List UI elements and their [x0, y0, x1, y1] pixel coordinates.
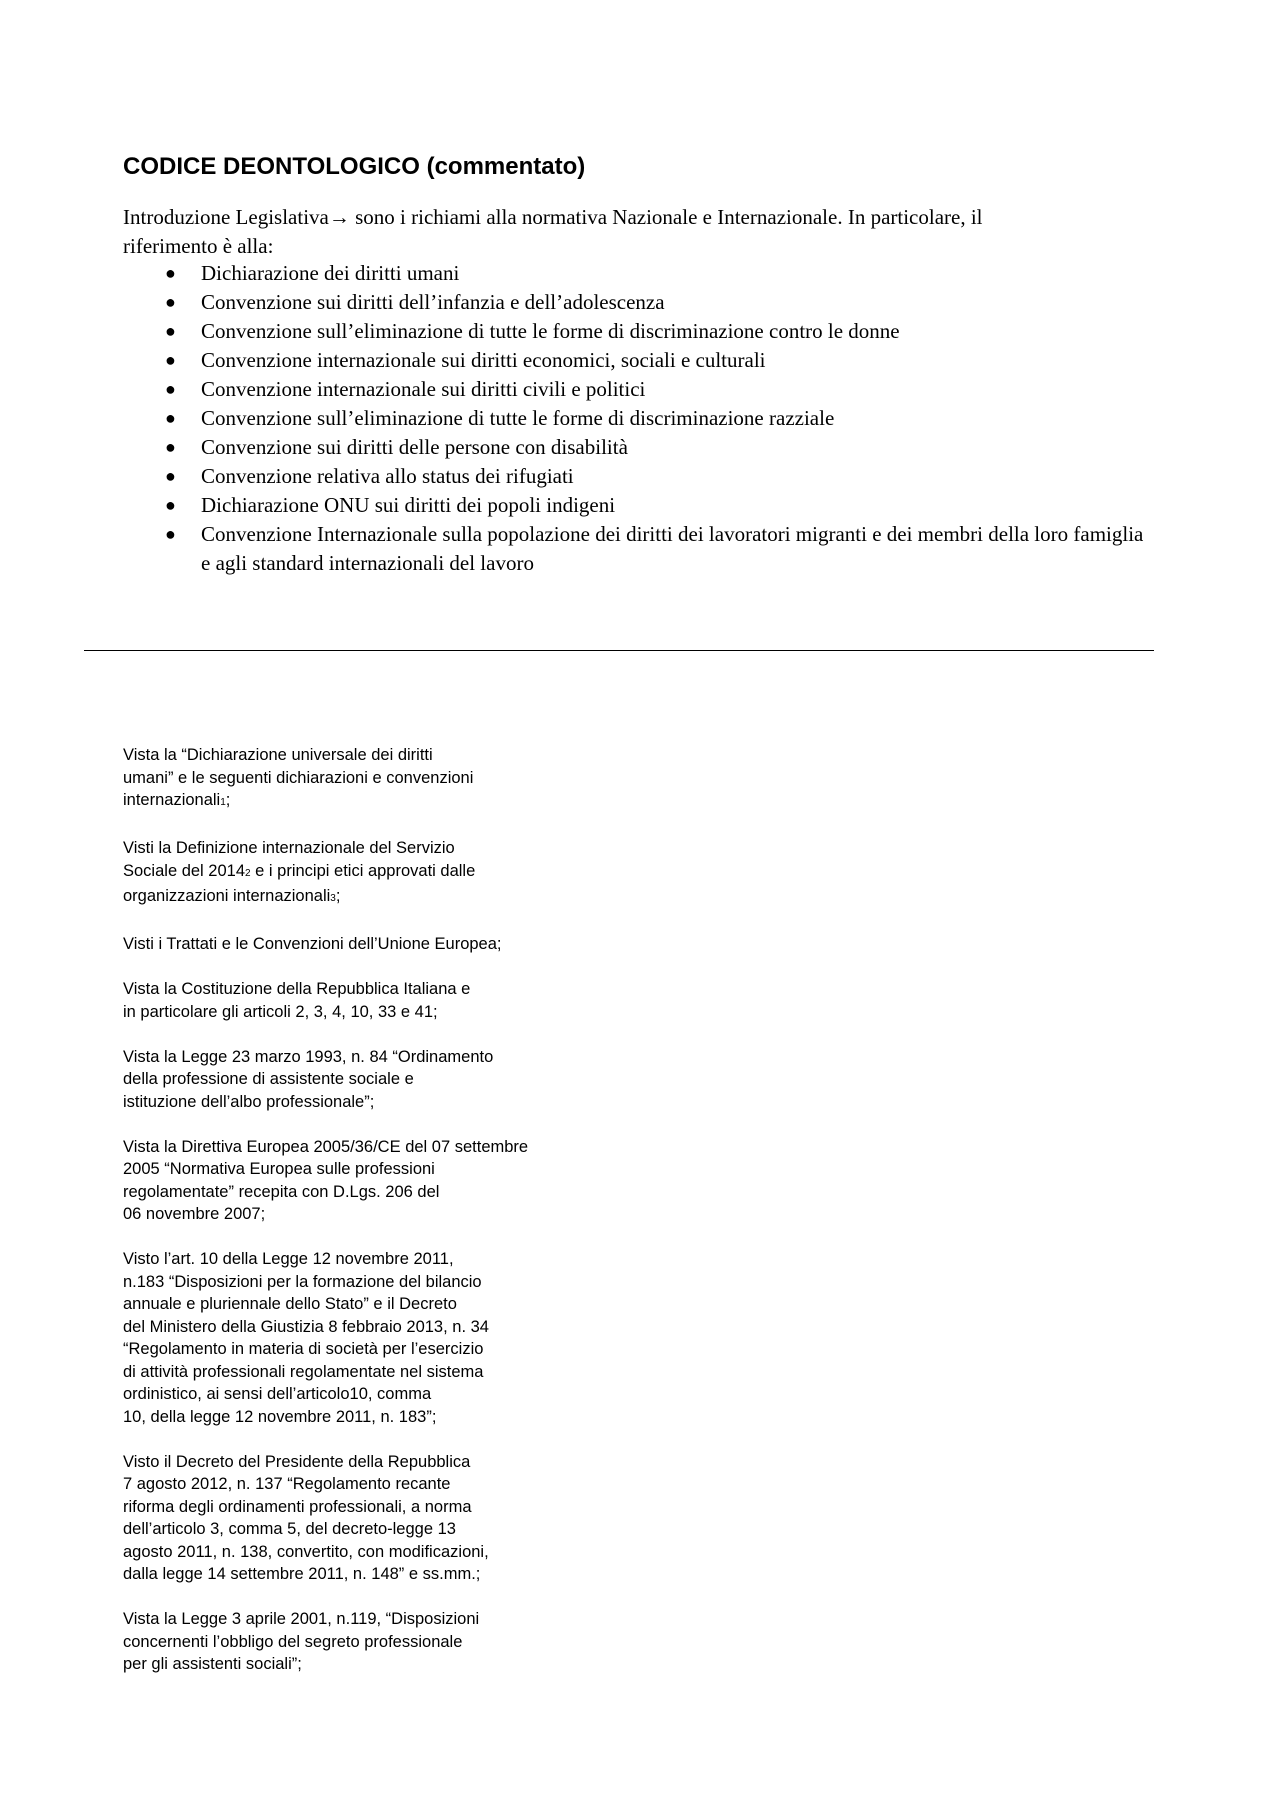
preamble-considerations [123, 744, 643, 1698]
list-item: ● Convenzione sull’eliminazione di tutte le forme di discriminazione contro le donne [123, 317, 1148, 346]
bullet-icon: ● [165, 466, 176, 486]
footnote-ref: 1 [220, 797, 226, 808]
bullet-icon: ● [165, 263, 176, 283]
consideration-paragraph: Visti i Trattati e le Convenzioni dell’Unione Europea; [123, 935, 502, 953]
bullet-icon: ● [165, 292, 176, 312]
list-item: ● Dichiarazione ONU sui diritti dei popoli indigeni [123, 491, 1148, 520]
bullet-icon: ● [165, 524, 176, 544]
intro-paragraph [123, 203, 1143, 261]
bullet-icon: ● [165, 408, 176, 428]
list-item: ● Convenzione internazionale sui diritti civili e politici [123, 375, 1148, 404]
bullet-icon: ● [165, 350, 176, 370]
bullet-icon: ● [165, 321, 176, 341]
arrow-icon: → [328, 205, 350, 229]
consideration-paragraph: Vista la Costituzione della Repubblica Italiana e in particolare gli articoli 2, 3, 4, 10, 33 e 41; [123, 980, 471, 1021]
consideration-paragraph: Vista la “Dichiarazione universale dei diritti umani” e le seguenti dichiarazioni e convenzioni internazionali1; [123, 746, 474, 809]
list-item: ● Dichiarazione dei diritti umani [123, 259, 1148, 288]
list-item: ● Convenzione internazionale sui diritti economici, sociali e culturali [123, 346, 1148, 375]
bullet-icon: ● [165, 437, 176, 457]
bullet-icon: ● [165, 495, 176, 515]
footnote-ref: 3 [330, 893, 336, 904]
document-title: CODICE DEONTOLOGICO (commentato) [123, 153, 586, 180]
consideration-paragraph: Visti la Definizione internazionale del Servizio Sociale del 20142 e i principi etici approvati dalle organizzazioni internazionali3; [123, 839, 476, 905]
consideration-paragraph: Visto il Decreto del Presidente della Repubblica 7 agosto 2012, n. 137 “Regolamento recante riforma degli ordinamenti professionali, a norma dell’articolo 3, comma 5, del decreto-legge 13 agosto 2011, n. 138, convertito, con modificazioni, dalla legge 14 settembre 2011, n. 148” e ss.mm.; [123, 1452, 489, 1583]
section-divider [84, 650, 1154, 651]
list-item: ● Convenzione sui diritti dell’infanzia e dell’adolescenza [123, 288, 1148, 317]
list-item: ● Convenzione sui diritti delle persone con disabilità [123, 433, 1148, 462]
intro-prefix: Introduzione Legislativa [123, 205, 329, 229]
consideration-paragraph: Vista la Direttiva Europea 2005/36/CE del 07 settembre 2005 “Normativa Europea sulle professioni regolamentate” recepita con D.Lgs. 206 del 06 novembre 2007; [123, 1137, 529, 1223]
consideration-paragraph: Vista la Legge 3 aprile 2001, n.119, “Disposizioni concernenti l’obbligo del segreto professionale per gli assistenti sociali”; [123, 1610, 480, 1673]
consideration-paragraph: Vista la Legge 23 marzo 1993, n. 84 “Ordinamento della professione di assistente sociale e istituzione dell’albo professionale”; [123, 1047, 494, 1111]
list-item: ● Convenzione relativa allo status dei rifugiati [123, 462, 1148, 491]
conventions-list [123, 259, 1148, 578]
bullet-icon: ● [165, 379, 176, 399]
list-item: ● Convenzione sull’eliminazione di tutte le forme di discriminazione razziale [123, 404, 1148, 433]
consideration-paragraph: Visto l’art. 10 della Legge 12 novembre 2011, n.183 “Disposizioni per la formazione del bilancio annuale e pluriennale dello Stato” e il Decreto del Ministero della Giustizia 8 febbraio 2013, n. 34 “Regolamento in materia di società per l’esercizio di attività professionali regolamentate nel sistema ordinistico, ai sensi dell’articolo10, comma 10, della legge 12 novembre 2011, n. 183”; [123, 1250, 489, 1426]
intro-line-1: sono i richiami alla normativa Nazionale e Internazionale. In particolare, il [349, 205, 983, 229]
list-item: ● Convenzione Internazionale sulla popolazione dei diritti dei lavoratori migranti e dei membri della loro famiglia e agli standard internazionali del lavoro [165, 522, 1144, 575]
intro-line-2: riferimento è alla: [123, 234, 274, 258]
footnote-ref: 2 [245, 867, 251, 879]
